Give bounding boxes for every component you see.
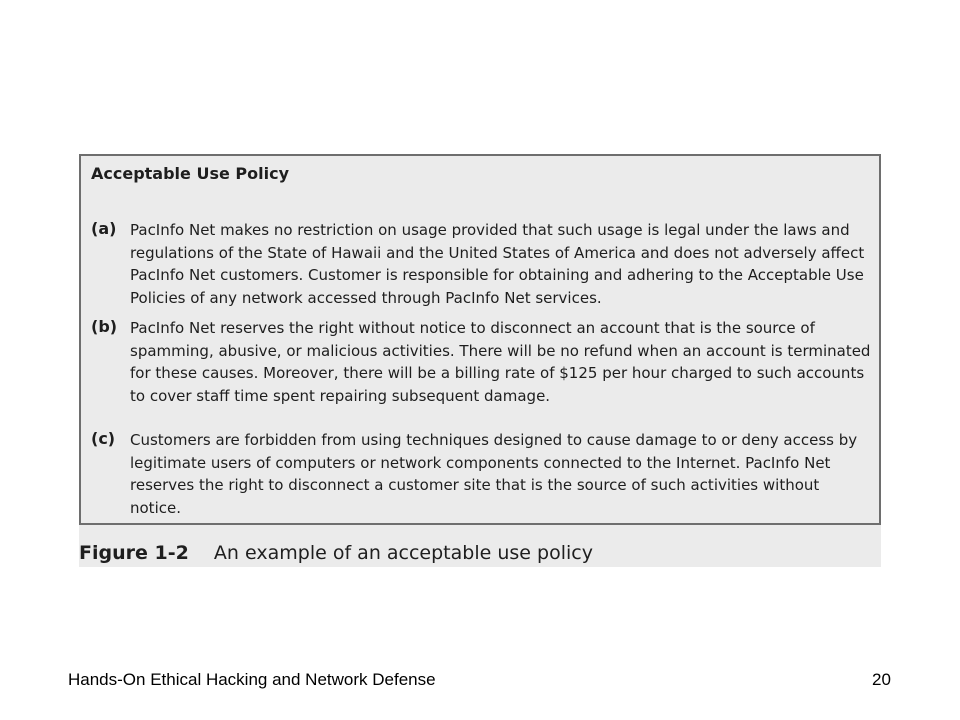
- policy-item-text: Customers are forbidden from using techniques designed to cause damage to or deny access by legitimate users of computers or network components connected to the Internet. PacInfo Net reserves the right to disconnect a customer site that is the source of such activities without notice.: [130, 431, 858, 517]
- footer-title: Hands-On Ethical Hacking and Network Defense: [68, 670, 436, 689]
- policy-item-label: (b): [91, 317, 118, 336]
- policy-item-text: PacInfo Net makes no restriction on usage provided that such usage is legal under the laws and regulations of the State of Hawaii and the United States of America and does not adversely affect PacInfo Net customers. Customer is responsible for obtaining and adhering to the Acceptable Use Policies of any network accessed through PacInfo Net services.: [130, 221, 865, 307]
- policy-title: Acceptable Use Policy: [91, 164, 289, 183]
- policy-item-text: PacInfo Net reserves the right without notice to disconnect an account that is the source of spamming, abusive, or malicious activities. There will be no refund when an account is terminated for these causes. Moreover, there will be a billing rate of $125 per hour charged to such accounts to cover staff time spent repairing subsequent damage.: [130, 319, 871, 405]
- policy-item-label: (c): [91, 429, 116, 448]
- policy-box: [79, 154, 881, 525]
- policy-item-label: (a): [91, 219, 117, 238]
- figure-caption-text: An example of an acceptable use policy: [213, 542, 593, 564]
- slide-number: 20: [872, 670, 891, 689]
- figure-caption: [79, 542, 593, 564]
- figure-caption-number: Figure 1-2: [79, 542, 189, 564]
- figure: [79, 154, 881, 567]
